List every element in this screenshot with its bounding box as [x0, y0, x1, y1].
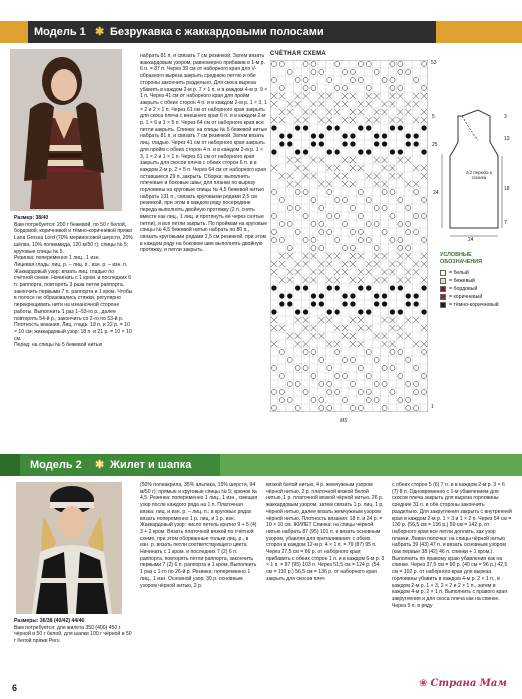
chart-cell-dot	[342, 141, 347, 146]
chart-cell-dot	[303, 309, 308, 314]
chart-cell-dot	[413, 133, 418, 138]
model1-ribbing: Резинка: попеременно 1 лиц., 1 изн.	[14, 255, 100, 262]
chart-cell-dot	[271, 309, 276, 314]
chart-cell-dot	[358, 125, 363, 130]
chart-cell-dot	[421, 285, 426, 290]
model2-techniques: (50% полиакрила, 35% альпака, 15% шерсти, 94 м/50 г); прямые и круговые спицы № 5; крючок № 4,5. Резинка: попеременно 1 лиц., 1 изн., смещая узор после каждого ряда на 1 п. Платочная вязка: лиц. и изн. р. – лиц. п.; в круговых рядах вязать попеременно 1 р. лиц. и 1 р. изн. Жаккардовый узор: число петель кратно 9 + 5 (4) 3 + 2 кром. Вязать платочной вязкой по счётной схеме, при этом оборванные тольки лиц. р., в изн. р. вязать петли соответствующего цвета. Начинать с 1 кром. и последних 7 (2) 6 п. раппорта, повторять петли раппорта, закончить первыми 7 (2) 6 п. раппорта и 1 кром. Выполнить 1 раз с 1-го по 26-й р. Резинка: попеременно 1 лиц., 1 изн. Основной узор: 30 р. основным узором чёрной нитью, 2 р.	[140, 482, 258, 589]
model2-vest-back: вязкой белой нитью, 4 р. жемчужным узором чёрной нитью, 2 р. платочной вязкой белой нитью, 1 р. платочной вязкой чёрной нитью, 26 р. жаккардовым узором, затем связать 1 р. лиц. 1 р. чёрной нитью, далее вязать жемчужным узором чёрной нитью. Плотность вязания: 18 п. и 24 р. = 10 × 10 см. ЖИЛЕТ Спинка: на спицы чёрной нитью набрать 87 (95) 101 п. и вязать основным узором, убавляя для приталивания: с обеих сторон в каждом 12-м р. 4 × 1 п. = 79 (87) 95 п. Через 27,5 см = 66 р. от наборного края прибавить с обеих сторон 1 п. и в каждом 6-м р. 3 × 1 п. = 87 (95) 103 п. Через 51,5 см = 124 р. (54 см = 130 р.) 56,5 см = 136 р. от наборного края закрыть для скосов плеч	[266, 482, 385, 582]
model2-banner	[0, 454, 522, 476]
chart-cell-dot	[374, 301, 379, 306]
chart-cell-dot	[327, 149, 332, 154]
chart-cell-dot	[319, 293, 324, 298]
banner2-accent-stripe	[0, 454, 20, 476]
chart-cell-dot	[406, 141, 411, 146]
model1-title: Модель 1	[34, 26, 86, 38]
schema-dim-5: 5	[432, 114, 435, 120]
watermark-text: Страна Мам	[430, 677, 507, 689]
chart-cell-dot	[334, 285, 339, 290]
model1-jacquard: Жаккардовый узор: вязать лиц. гладью по счётной схеме. Начинать с 1 кром. и последних 6 п. раппорта, повторять 3 раза петли раппорта, закончить первыми 7 п. раппорта и 1 кром. Чтобы в полосе не образовались стяжки, регулярно перекрещивать нити на изнаночной стороне работы. Выполнить 1 раз 1–53-го р., далее повторять 54-й р., закончить со 2-го по 53-й р.	[14, 268, 133, 322]
chart-cell-dot	[374, 141, 379, 146]
banner-accent-stripe-right	[436, 21, 522, 43]
chart-cell-dot	[366, 309, 371, 314]
chart-repeat-label: МS	[340, 418, 348, 424]
watermark	[408, 672, 518, 694]
chart-cell-dot	[287, 301, 292, 306]
chart-cell-dot	[295, 149, 300, 154]
legend-item	[440, 301, 520, 309]
schema-dim-13: 13	[504, 136, 510, 142]
chart-cell-dot	[327, 309, 332, 314]
model2-subtitle: Жилет и шапка	[110, 459, 192, 471]
chart-cell-dot	[398, 149, 403, 154]
chart-title: СЧЁТНАЯ СХЕМА	[270, 51, 327, 57]
legend-swatch-icon	[440, 278, 446, 284]
legend-item	[440, 293, 520, 301]
schema-dim-18: 18	[504, 186, 510, 192]
model2-title: Модель 2	[30, 459, 82, 471]
chart-cell-dot	[279, 133, 284, 138]
chart-cell-dot	[398, 285, 403, 290]
chart-cell-dot	[390, 309, 395, 314]
chart-cell-dot	[271, 125, 276, 130]
chart-cell-dot	[311, 301, 316, 306]
model2-vest-front: с обеих сторон 5 (6) 7 п. и в каждом 2-м р. 3 × 6 (7) 8 п. Одновременно с 1-м убавлением для скосов плеча закрыть для выреза горловины средние 31 п. и обе стороны закончить раздельно. Для закругления закрыть с внутренней края в каждом 2-м р. 1 × 3 и 1 × 2 п. Через 54 см = 130 р. (56,5 см = 136 р.) 59 см = 142 р. от наборного края все петли доплать, как узор планки. Левая полочка: на спицы чёрной нитью набрать 39 (43) 47 п. и вязать основным узором (как первые 38 (42) 46 п. спинки + 1 кром.). Выполнить по правому краю убавления как на спинке. Через 37,5 см = 90 р. (40 см = 96 р.) 42,5 см = 102 р. от наборного края для выреза горловины убавить в каждом 4-м р. 2 × 1 п., в каждом 2-м р. 1 × 3, 2 × 2 и 2 × 1 п., затем в каждом 4-м р. 2 × 1 п. Выполнить с правого края закругления и для скоса плеча как на спинке. Через 5 п. в ряду	[392, 482, 512, 609]
model1-stitch: Лицевая гладь: лиц. р. – лиц. п., изн. р. – изн. п.	[14, 261, 128, 268]
legend-label: = тёмно-коричневый	[449, 302, 499, 308]
chart-cell-dot	[421, 125, 426, 130]
legend-item	[440, 277, 520, 285]
model2-materials: Вам потребуется: для жилета 350 (400) 450 г чёрной и 50 г белой, для шапки 100 г чёрной и 50 г белой пряжи Peru	[14, 624, 132, 645]
chart-cell-dot	[374, 293, 379, 298]
chart-cell-dot	[382, 133, 387, 138]
chart-cell-dot	[311, 133, 316, 138]
chart-cell-dot	[366, 125, 371, 130]
model2-text-col3	[266, 482, 386, 688]
chart-cell-dot	[382, 301, 387, 306]
chart-cell-dot	[382, 293, 387, 298]
legend-item	[440, 285, 520, 293]
chart-cell-dot	[390, 125, 395, 130]
chart-cell-dot	[382, 141, 387, 146]
chart-cell-dot	[295, 309, 300, 314]
schema-dim-24b: 24	[468, 237, 474, 243]
chart-legend	[440, 252, 520, 309]
chart-cell-dot	[366, 149, 371, 154]
model1-materials: Вам потребуется: 200 г бежевой, по 50 г белой, бордовой, коричневой и тёмно-коричневой пряжи Lana Grossa Lord (70% мериносовой шерсти, 20% шёлка, 10% полиамида, 120 м/50 г); спицы № 5; круговые спицы № 5.	[14, 221, 133, 255]
chart-cell-dot	[303, 125, 308, 130]
legend-item	[440, 269, 520, 277]
chart-cell-dot	[350, 301, 355, 306]
chart-cell-dot	[350, 293, 355, 298]
model1-banner	[0, 21, 522, 43]
legend-swatch-icon	[440, 294, 446, 300]
chart-cell-dot	[303, 285, 308, 290]
legend-title: УСЛОВНЫЕ ОБОЗНАЧЕНИЯ	[440, 252, 483, 265]
chart-cell-dot	[342, 133, 347, 138]
legend-label: = бордовый	[449, 286, 478, 292]
schema-dim-24a: 24	[433, 190, 439, 196]
chart-cell-dot	[358, 149, 363, 154]
chart-cell-dot	[406, 133, 411, 138]
chart-cell-dot	[398, 309, 403, 314]
page-number: 6	[12, 683, 18, 693]
chart-cell-dot	[413, 301, 418, 306]
knitting-chart	[270, 60, 428, 412]
legend-swatch-icon	[440, 286, 446, 292]
chart-cell-dot	[358, 285, 363, 290]
schema-half-label: 1/2 переда и спинки	[465, 170, 493, 180]
chart-cell-dot	[295, 285, 300, 290]
model1-text-col1	[14, 215, 134, 417]
chart-cell-dot	[390, 149, 395, 154]
chart-cell-dot	[327, 125, 332, 130]
chart-cell-dot	[311, 141, 316, 146]
schema-dim-25: 25	[432, 142, 438, 148]
chart-cell-dot	[311, 293, 316, 298]
chart-cell-dot	[287, 141, 292, 146]
chart-cell-dot	[334, 149, 339, 154]
chart-cell-dot	[271, 285, 276, 290]
chart-cell-dot	[334, 309, 339, 314]
chart-cell-dot	[413, 293, 418, 298]
chart-cell-dot	[350, 141, 355, 146]
banner2-accent-stripe-right	[220, 454, 522, 476]
chart-cell-dot	[279, 293, 284, 298]
chart-row-number-top: 53	[431, 60, 437, 66]
legend-label: = бежевый	[449, 278, 475, 284]
model2-text-col4	[392, 482, 512, 668]
model2-size: Размеры: 36/38 (40/42) 44/46	[14, 618, 85, 624]
chart-cell-dot	[406, 301, 411, 306]
chart-cell-dot	[319, 301, 324, 306]
banner2-bullet-icon: ✱	[95, 459, 105, 471]
chart-cell-dot	[319, 133, 324, 138]
chart-cell-dot	[398, 125, 403, 130]
chart-cell-dot	[279, 301, 284, 306]
banner-bullet-icon: ✱	[95, 26, 105, 38]
legend-swatch-icon	[440, 302, 446, 308]
chart-cell-dot	[271, 149, 276, 154]
chart-cell-dot	[406, 293, 411, 298]
chart-cell-dot	[390, 285, 395, 290]
chart-cell-dot	[350, 133, 355, 138]
legend-rows	[440, 269, 520, 309]
garment-schema	[432, 96, 518, 246]
schema-dim-7: 7	[504, 220, 507, 226]
chart-cell-dot	[413, 141, 418, 146]
chart-cell-dot	[279, 141, 284, 146]
model2-text-col2	[140, 482, 258, 688]
model1-instructions: набрать 81 п. и связать 7 см резинкой. Затем вязать жаккардовым узором, равномерно прибавив в 1-м р. 6 п. = 87 п. Через 39 см от наборного края для V-образного выреза закрыть среднюю петлю и обе стороны закончить раздельно. Для скоса выреза убавить в каждом 2-м р. 7 × 1 п. и в каждом 4-м р. 9 × 1 п. Через 41 см от наборного края для пройм закрыть с обеих сторон 4 п. и в каждом 2-м р. 1 × 3, 1 × 2 и 2 × 1 п. Через 61 см от наборного края закрыть для скоса плеча с внешнего края 6 п. и в каждом 2-м р. 1 × 6 и 1 × 5 п. Через 64 см от наборного края все петли закрыть. Спинка: на спицы № 5 бежевой нитью набрать 81 п. и связать 7 см резинкой. Затем вязать лиц. гладью. Через 41 см от наборного края закрыть для пройм с обеих сторон 4 п. и в каждом 2-м р. 1 × 3, 1 × 2 и 1 × 1 п. Через 61 см от наборного края закрыть для скосов плеча с обеих сторон 6 п. и в каждом 2-м р. 2 × 5 п. Через 64 см от наборного края оставшиеся 29 п. закрыть. Сборка: выполнить плечевые и боковые швы; для планки по вырезу горловины на круговые спицы № 4,5 бежевой нитью набрать 131 п., связать круговыми рядами 2,5 см резинкой, при этом в каждом ряду посередине переда выполнять двойную протяжку (2 п. снять вместе как лиц., 1 лиц. и протянуть её через снятые петли), и все петли закрыть. По проймам на круговые спицы № 4,5 бежевой нитью набрать по 80 п., связать круговыми рядами 2,5 см резинкой, при этом в каждом ряду на боковом шве выполнять двойную протяжку, и петли закрыть.	[140, 53, 268, 254]
chart-cell-dot	[287, 133, 292, 138]
legend-swatch-icon	[440, 270, 446, 276]
chart-cell-dot	[358, 309, 363, 314]
legend-label: = белый	[449, 270, 469, 276]
banner-accent-stripe	[0, 21, 28, 43]
model2-photo	[16, 482, 122, 614]
chart-cell-dot	[342, 293, 347, 298]
chart-row-number-bottom: 1	[431, 404, 434, 410]
model2-text-col1	[14, 618, 132, 680]
model1-photo	[10, 49, 122, 211]
chart-cell-dot	[295, 125, 300, 130]
chart-cell-dot	[342, 301, 347, 306]
schema-dim-3: 3	[504, 114, 507, 120]
chart-cell-dot	[334, 125, 339, 130]
chart-cell-dot	[366, 285, 371, 290]
chart-cell-dot	[319, 141, 324, 146]
model1-text-col2	[140, 53, 268, 417]
chart-cell-dot	[374, 133, 379, 138]
legend-label: = коричневый	[449, 294, 483, 300]
model1-size: Размер: 38/40	[14, 215, 49, 221]
model1-front: Перед: на спицы № 5 бежевой нитью	[14, 342, 103, 349]
chart-cell-dot	[421, 309, 426, 314]
chart-cell-dot	[303, 149, 308, 154]
watermark-icon: ❀	[419, 677, 428, 689]
model1-subtitle: Безрукавка с жаккардовыми полосами	[110, 26, 324, 38]
chart-cell-dot	[287, 293, 292, 298]
chart-cell-dot	[421, 149, 426, 154]
chart-cell-dot	[327, 285, 332, 290]
model1-density: Плотность вязания. Лиц. гладь: 18 п. и 22 р. = 10 × 10 см; жаккардовый узор: 18 п. и 21 р. = 10 × 10 см.	[14, 322, 132, 342]
